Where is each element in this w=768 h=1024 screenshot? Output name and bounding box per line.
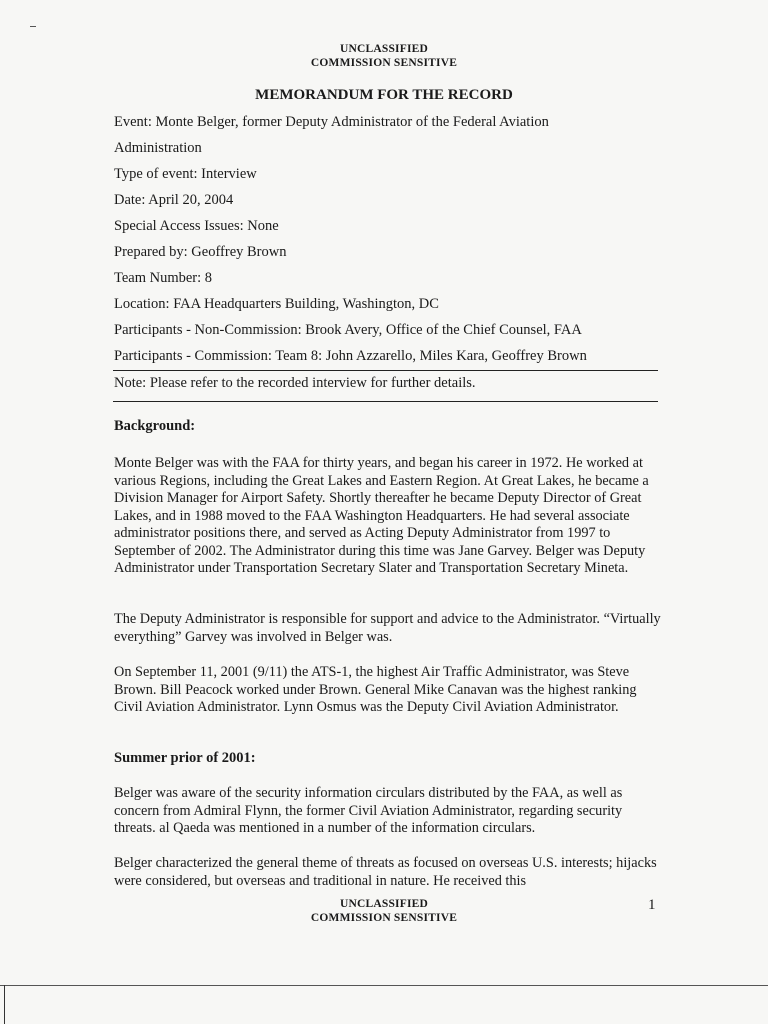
note-rule-top [113, 370, 658, 371]
scan-artifact-edge [4, 985, 5, 1024]
meta-type-of-event: Type of event: Interview [114, 166, 257, 182]
meta-note: Note: Please refer to the recorded interview for further details. [114, 375, 476, 391]
section-heading-summer-2001: Summer prior of 2001: [114, 750, 256, 766]
section-heading-background: Background: [114, 418, 196, 434]
meta-prepared-by: Prepared by: Geoffrey Brown [114, 244, 287, 260]
scan-artifact-dash [30, 26, 36, 27]
meta-special-access: Special Access Issues: None [114, 218, 279, 234]
background-paragraph-2: The Deputy Administrator is responsible for support and advice to the Administrator. “Virtually everything” Garvey was involved in Belger was. [114, 611, 661, 645]
header-classification-line2: COMMISSION SENSITIVE [310, 57, 458, 69]
footer-classification-line1: UNCLASSIFIED [339, 898, 429, 910]
background-paragraph-3: On September 11, 2001 (9/11) the ATS-1, the highest Air Traffic Administrator, was Steve Brown. Bill Peacock worked under Brown. General Mike Canavan was the highest ranking Civil Aviation Administrator. Lynn Osmus was the Deputy Civil Aviation Administrator. [114, 664, 637, 715]
meta-date: Date: April 20, 2004 [114, 192, 234, 208]
summer-paragraph-1: Belger was aware of the security information circulars distributed by the FAA, as well as concern from Admiral Flynn, the former Civil Aviation Administrator, regarding security threats. al Qaeda was mentioned in a number of the information circulars. [114, 785, 623, 836]
memo-title: MEMORANDUM FOR THE RECORD [255, 87, 513, 103]
footer-classification-line2: COMMISSION SENSITIVE [310, 912, 458, 924]
page-number: 1 [648, 897, 656, 913]
background-paragraph-1: Monte Belger was with the FAA for thirty years, and began his career in 1972. He worked at various Regions, including the Great Lakes and Eastern Region. At Great Lakes, he became a Division Manager for Airport Safety. Shortly thereafter he became Deputy Director of Great Lakes, and in 1988 moved to the FAA Washington Headquarters. He had several associate administrator positions there, and served as Acting Deputy Administrator from 1997 to September of 2002. The Administrator during this time was Jane Garvey. Belger was Deputy Administrator under Transportation Secretary Slater and Transportation Secretary Mineta. [114, 455, 649, 576]
meta-team-number: Team Number: 8 [114, 270, 213, 286]
meta-location: Location: FAA Headquarters Building, Washington, DC [114, 296, 439, 312]
header-classification [0, 42, 768, 70]
header-classification-line1: UNCLASSIFIED [339, 43, 429, 55]
meta-event-line2: Administration [114, 140, 202, 156]
meta-participants-commission: Participants - Commission: Team 8: John Azzarello, Miles Kara, Geoffrey Brown [114, 348, 587, 364]
note-rule-bottom [113, 401, 658, 402]
meta-event-line1: Event: Monte Belger, former Deputy Administrator of the Federal Aviation [114, 114, 549, 130]
summer-paragraph-2: Belger characterized the general theme of threats as focused on overseas U.S. interests; hijacks were considered, but overseas and traditional in nature. He received this [114, 855, 657, 889]
meta-participants-noncommission: Participants - Non-Commission: Brook Avery, Office of the Chief Counsel, FAA [114, 322, 582, 338]
scan-artifact-line [0, 985, 768, 986]
